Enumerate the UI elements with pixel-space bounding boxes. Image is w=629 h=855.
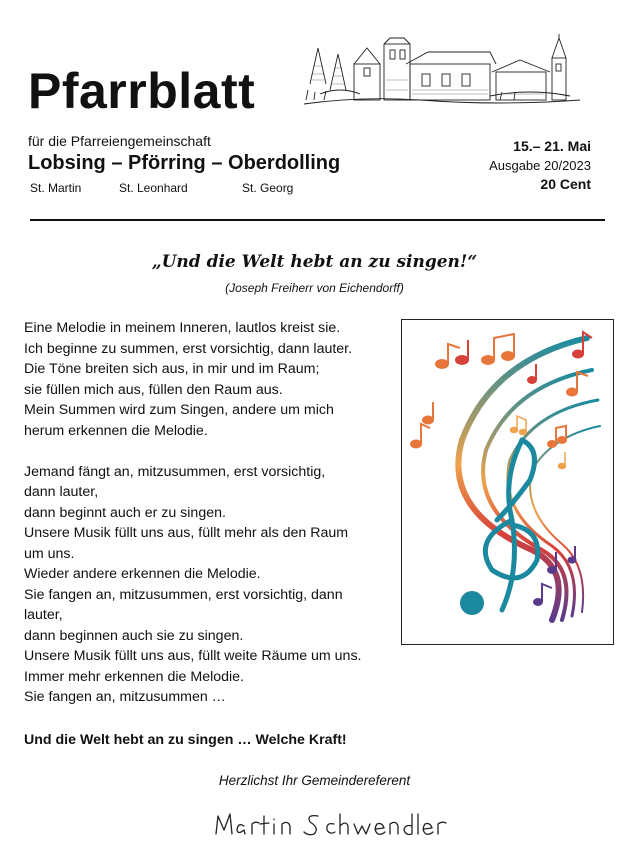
price: 20 Cent <box>540 175 591 192</box>
poem-line: dann beginnen auch sie zu singen. <box>24 627 244 644</box>
poem-line: Jemand fängt an, mitzusummen, erst vorsichtig, <box>24 463 326 480</box>
date-range: 15.– 21. Mai <box>513 138 591 154</box>
saint-label: St. Leonhard <box>119 181 188 195</box>
poem-line: Wieder andere erkennen die Melodie. <box>24 566 261 582</box>
article-title: „Und die Welt hebt an zu singen!“ <box>151 252 478 272</box>
masthead-subtitle: für die Pfarreiengemeinschaft <box>28 133 211 149</box>
treble-clef-notes-image <box>402 320 613 644</box>
poem-line: sie füllen mich aus, füllen den Raum aus. <box>24 381 283 398</box>
music-illustration <box>401 319 614 645</box>
saint-label: St. Martin <box>30 181 82 195</box>
poem-line: dann beginnt auch er zu singen. <box>24 504 226 521</box>
poem-line: Unsere Musik füllt uns aus, füllt mehr als den Raum <box>24 525 349 541</box>
closing-line: Und die Welt hebt an zu singen … Welche Kraft! <box>24 732 347 748</box>
poem-line: Ich beginne zu summen, erst vorsichtig, dann lauter. <box>24 340 353 357</box>
handwritten-signature <box>210 800 450 840</box>
header-divider <box>30 219 605 221</box>
poem-line: Immer mehr erkennen die Melodie. <box>24 668 245 685</box>
poem-line: herum erkennen die Melodie. <box>24 422 208 439</box>
poem-line: lauter, <box>24 607 63 623</box>
greeting: Herzlichst Ihr Gemeindereferent <box>218 773 411 788</box>
parish-towns: Lobsing – Pförring – Oberdolling <box>28 152 341 174</box>
stanza-gap <box>24 441 404 462</box>
poem-line: dann lauter, <box>24 484 99 500</box>
poem-line: Eine Melodie in meinem Inneren, lautlos kreist sie. <box>24 320 341 336</box>
issue-info <box>489 137 591 194</box>
poem-line: Sie fangen an, mitzusummen, erst vorsichtig, dann <box>24 586 343 603</box>
saint-label: St. Georg <box>242 181 294 195</box>
poem-line: Sie fangen an, mitzusummen … <box>24 689 226 705</box>
poem-text <box>24 318 404 708</box>
poem-line: Unsere Musik füllt uns aus, füllt weite Räume um uns. <box>24 648 362 664</box>
church-illustration <box>300 34 582 110</box>
article-author: (Joseph Freiherr von Eichendorff) <box>225 281 404 295</box>
poem-line: Mein Summen wird zum Singen, andere um mich <box>24 402 334 418</box>
masthead-title: Pfarrblatt <box>28 63 256 119</box>
poem-line: um uns. <box>24 545 75 562</box>
poem-line: Die Töne breiten sich aus, in mir und im Raum; <box>24 361 320 377</box>
issue-number: Ausgabe 20/2023 <box>489 157 591 173</box>
